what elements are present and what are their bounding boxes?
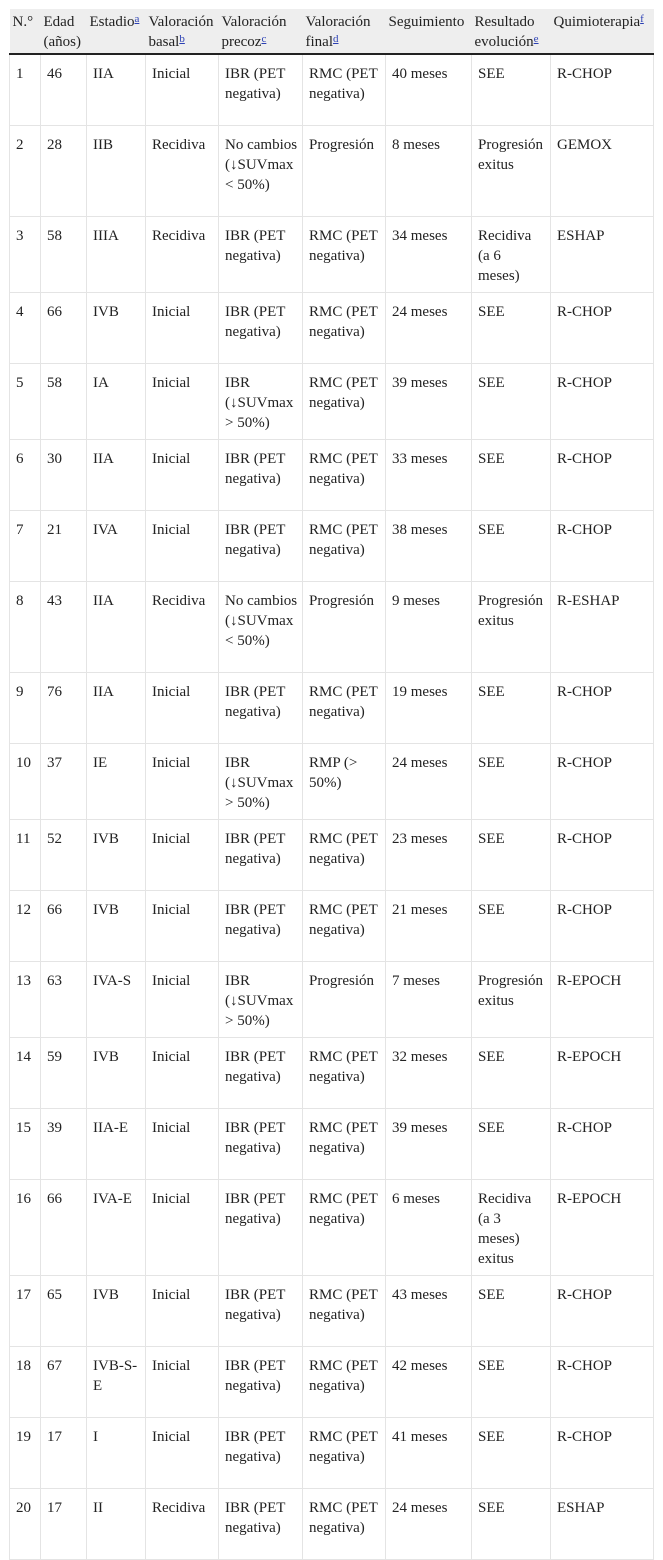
table-row	[10, 581, 654, 672]
table-cell: 24 meses	[386, 1488, 472, 1559]
table-cell: 76	[41, 672, 87, 743]
footnote-link[interactable]: e	[533, 33, 539, 45]
header-cell: Valoración precoz$^c$	[219, 9, 303, 54]
table-cell: 8	[10, 581, 41, 672]
table-row	[10, 292, 654, 363]
table-cell: 1	[10, 54, 41, 125]
table-cell: 66	[41, 1179, 87, 1275]
table-cell: IBR (PET negativa)	[219, 819, 303, 890]
table-cell: Inicial	[146, 54, 219, 125]
table-cell: Inicial	[146, 961, 219, 1037]
table-cell: R-EPOCH	[551, 1179, 654, 1275]
table-cell: No cambios (↓SUVmax < 50%)	[219, 125, 303, 216]
table-cell: Inicial	[146, 1346, 219, 1417]
table-cell: 10	[10, 743, 41, 819]
table-cell: RMC (PET negativa)	[303, 1275, 386, 1346]
table-cell: 38 meses	[386, 510, 472, 581]
table-cell: RMC (PET negativa)	[303, 1179, 386, 1275]
table-cell: Inicial	[146, 1037, 219, 1108]
table-cell: 21 meses	[386, 890, 472, 961]
table-cell: RMP (> 50%)	[303, 743, 386, 819]
table-cell: IVB	[87, 890, 146, 961]
table-cell: 66	[41, 292, 87, 363]
table-cell: 11	[10, 819, 41, 890]
table-cell: IVB-S-E	[87, 1346, 146, 1417]
table-cell: 33 meses	[386, 439, 472, 510]
table-cell: SEE	[472, 510, 551, 581]
table-cell: 7 meses	[386, 961, 472, 1037]
table-cell: 39 meses	[386, 363, 472, 439]
table-cell: 21	[41, 510, 87, 581]
table-cell: IBR (PET negativa)	[219, 1108, 303, 1179]
table-cell: Inicial	[146, 672, 219, 743]
table-cell: RMC (PET negativa)	[303, 1488, 386, 1559]
header-cell: Quimioterapia$^f$	[551, 9, 654, 54]
table-cell: RMC (PET negativa)	[303, 292, 386, 363]
table-cell: 63	[41, 961, 87, 1037]
table-cell: R-EPOCH	[551, 1037, 654, 1108]
table-row	[10, 743, 654, 819]
table-row	[10, 1488, 654, 1559]
table-cell: Inicial	[146, 743, 219, 819]
table-cell: R-CHOP	[551, 54, 654, 125]
table-cell: IBR (PET negativa)	[219, 1179, 303, 1275]
table-cell: IBR (PET negativa)	[219, 54, 303, 125]
header-cell: Seguimiento	[386, 9, 472, 54]
table-cell: IIB	[87, 125, 146, 216]
table-cell: IBR (PET negativa)	[219, 439, 303, 510]
table-row	[10, 890, 654, 961]
table-row	[10, 1417, 654, 1488]
table-cell: 24 meses	[386, 743, 472, 819]
table-cell: RMC (PET negativa)	[303, 672, 386, 743]
table-cell: RMC (PET negativa)	[303, 439, 386, 510]
table-cell: R-EPOCH	[551, 961, 654, 1037]
table-cell: IBR (PET negativa)	[219, 292, 303, 363]
table-cell: R-CHOP	[551, 1417, 654, 1488]
table-cell: 6 meses	[386, 1179, 472, 1275]
table-cell: I	[87, 1417, 146, 1488]
table-cell: R-ESHAP	[551, 581, 654, 672]
table-cell: RMC (PET negativa)	[303, 54, 386, 125]
table-cell: SEE	[472, 819, 551, 890]
table-cell: 18	[10, 1346, 41, 1417]
footnote-link[interactable]: b	[179, 33, 185, 45]
results-table	[9, 9, 654, 1560]
table-cell: R-CHOP	[551, 743, 654, 819]
table-cell: Progresión exitus	[472, 581, 551, 672]
footnote-link[interactable]: c	[261, 33, 267, 45]
footnote-link[interactable]: f	[640, 13, 644, 25]
table-cell: RMC (PET negativa)	[303, 510, 386, 581]
table-cell: Recidiva	[146, 1488, 219, 1559]
table-cell: 58	[41, 363, 87, 439]
header-cell: Estadio$^a$	[87, 9, 146, 54]
table-cell: 17	[10, 1275, 41, 1346]
table-cell: 20	[10, 1488, 41, 1559]
table-cell: RMC (PET negativa)	[303, 1108, 386, 1179]
table-cell: Recidiva	[146, 581, 219, 672]
table-row	[10, 363, 654, 439]
header-cell: Valoración basal$^b$	[146, 9, 219, 54]
table-cell: 40 meses	[386, 54, 472, 125]
table-cell: 67	[41, 1346, 87, 1417]
table-cell: 58	[41, 216, 87, 292]
table-cell: Progresión exitus	[472, 961, 551, 1037]
table-cell: R-CHOP	[551, 672, 654, 743]
table-cell: IIA	[87, 439, 146, 510]
table-cell: 42 meses	[386, 1346, 472, 1417]
table-cell: IIA	[87, 672, 146, 743]
table-cell: SEE	[472, 54, 551, 125]
table-cell: 17	[41, 1488, 87, 1559]
table-cell: SEE	[472, 439, 551, 510]
table-cell: Inicial	[146, 1179, 219, 1275]
table-cell: IIA-E	[87, 1108, 146, 1179]
table-cell: 43 meses	[386, 1275, 472, 1346]
table-cell: 65	[41, 1275, 87, 1346]
footnote-link[interactable]: a	[134, 13, 140, 25]
table-cell: IBR (↓SUVmax > 50%)	[219, 363, 303, 439]
table-cell: IBR (PET negativa)	[219, 890, 303, 961]
table-cell: 28	[41, 125, 87, 216]
table-cell: IA	[87, 363, 146, 439]
table-cell: SEE	[472, 363, 551, 439]
header-cell: Resultado evolución$^e$	[472, 9, 551, 54]
table-cell: II	[87, 1488, 146, 1559]
table-cell: 37	[41, 743, 87, 819]
table-cell: IE	[87, 743, 146, 819]
table-cell: RMC (PET negativa)	[303, 363, 386, 439]
table-cell: IVA-E	[87, 1179, 146, 1275]
table-cell: 14	[10, 1037, 41, 1108]
table-cell: IVA-S	[87, 961, 146, 1037]
table-cell: 46	[41, 54, 87, 125]
table-cell: SEE	[472, 1037, 551, 1108]
table-cell: ESHAP	[551, 216, 654, 292]
table-cell: SEE	[472, 1488, 551, 1559]
table-cell: 5	[10, 363, 41, 439]
header-cell: N.°	[10, 9, 41, 54]
table-cell: 8 meses	[386, 125, 472, 216]
table-cell: 13	[10, 961, 41, 1037]
table-cell: R-CHOP	[551, 1346, 654, 1417]
table-cell: IIA	[87, 581, 146, 672]
table-row	[10, 510, 654, 581]
table-cell: R-CHOP	[551, 1275, 654, 1346]
table-cell: Inicial	[146, 292, 219, 363]
table-cell: 19 meses	[386, 672, 472, 743]
table-cell: 19	[10, 1417, 41, 1488]
table-cell: IBR (PET negativa)	[219, 1346, 303, 1417]
table-cell: IBR (↓SUVmax > 50%)	[219, 743, 303, 819]
table-cell: SEE	[472, 672, 551, 743]
table-cell: 17	[41, 1417, 87, 1488]
table-cell: SEE	[472, 743, 551, 819]
table-row	[10, 819, 654, 890]
table-cell: RMC (PET negativa)	[303, 890, 386, 961]
table-row	[10, 1108, 654, 1179]
table-cell: 7	[10, 510, 41, 581]
table-cell: Inicial	[146, 1417, 219, 1488]
table-cell: SEE	[472, 1346, 551, 1417]
table-cell: SEE	[472, 1108, 551, 1179]
table-cell: Recidiva (a 3 meses) exitus	[472, 1179, 551, 1275]
table-cell: IVA	[87, 510, 146, 581]
table-cell: IBR (PET negativa)	[219, 1488, 303, 1559]
table-cell: 24 meses	[386, 292, 472, 363]
table-cell: IBR (PET negativa)	[219, 216, 303, 292]
table-cell: Inicial	[146, 890, 219, 961]
table-row	[10, 672, 654, 743]
table-cell: Progresión	[303, 125, 386, 216]
table-cell: Progresión exitus	[472, 125, 551, 216]
table-cell: RMC (PET negativa)	[303, 1037, 386, 1108]
table-cell: RMC (PET negativa)	[303, 216, 386, 292]
table-cell: 3	[10, 216, 41, 292]
header-cell: Valoración final$^d$	[303, 9, 386, 54]
table-cell: 23 meses	[386, 819, 472, 890]
table-cell: Inicial	[146, 1108, 219, 1179]
table-cell: R-CHOP	[551, 510, 654, 581]
table-cell: IVB	[87, 292, 146, 363]
header-cell: Edad (años)	[41, 9, 87, 54]
table-cell: 30	[41, 439, 87, 510]
footnote-link[interactable]: d	[333, 33, 339, 45]
table-cell: Progresión	[303, 581, 386, 672]
table-cell: 15	[10, 1108, 41, 1179]
table-cell: Inicial	[146, 1275, 219, 1346]
table-cell: Recidiva	[146, 216, 219, 292]
table-cell: Inicial	[146, 819, 219, 890]
table-cell: Inicial	[146, 439, 219, 510]
header-row	[10, 9, 654, 54]
table-row	[10, 1346, 654, 1417]
table-cell: 32 meses	[386, 1037, 472, 1108]
table-cell: RMC (PET negativa)	[303, 1346, 386, 1417]
table-cell: IVB	[87, 1037, 146, 1108]
table-cell: Inicial	[146, 363, 219, 439]
table-cell: RMC (PET negativa)	[303, 1417, 386, 1488]
table-cell: IVB	[87, 1275, 146, 1346]
table-cell: SEE	[472, 292, 551, 363]
table-cell: 2	[10, 125, 41, 216]
table-row	[10, 1179, 654, 1275]
table-cell: GEMOX	[551, 125, 654, 216]
table-cell: 6	[10, 439, 41, 510]
table-cell: 9 meses	[386, 581, 472, 672]
table-cell: 16	[10, 1179, 41, 1275]
table-row	[10, 439, 654, 510]
table-cell: R-CHOP	[551, 363, 654, 439]
table-cell: 66	[41, 890, 87, 961]
table-cell: R-CHOP	[551, 1108, 654, 1179]
table-cell: RMC (PET negativa)	[303, 819, 386, 890]
table-row	[10, 54, 654, 125]
table-cell: IVB	[87, 819, 146, 890]
table-cell: R-CHOP	[551, 890, 654, 961]
table-cell: SEE	[472, 890, 551, 961]
table-cell: Recidiva (a 6 meses)	[472, 216, 551, 292]
table-row	[10, 125, 654, 216]
table-cell: 41 meses	[386, 1417, 472, 1488]
table-cell: SEE	[472, 1417, 551, 1488]
table-cell: 52	[41, 819, 87, 890]
table-cell: IBR (PET negativa)	[219, 672, 303, 743]
table-cell: R-CHOP	[551, 292, 654, 363]
table-cell: IBR (PET negativa)	[219, 1275, 303, 1346]
table-cell: No cambios (↓SUVmax < 50%)	[219, 581, 303, 672]
table-cell: 34 meses	[386, 216, 472, 292]
table-cell: ESHAP	[551, 1488, 654, 1559]
table-cell: 39	[41, 1108, 87, 1179]
table-cell: 12	[10, 890, 41, 961]
table-cell: 59	[41, 1037, 87, 1108]
table-cell: 4	[10, 292, 41, 363]
table-row	[10, 216, 654, 292]
table-row	[10, 961, 654, 1037]
table-cell: SEE	[472, 1275, 551, 1346]
table-cell: IBR (PET negativa)	[219, 510, 303, 581]
table-cell: 9	[10, 672, 41, 743]
table-cell: IBR (PET negativa)	[219, 1417, 303, 1488]
table-cell: IBR (PET negativa)	[219, 1037, 303, 1108]
table-cell: 39 meses	[386, 1108, 472, 1179]
table-cell: Recidiva	[146, 125, 219, 216]
table-row	[10, 1037, 654, 1108]
table-cell: IIIA	[87, 216, 146, 292]
table-cell: Inicial	[146, 510, 219, 581]
table-cell: R-CHOP	[551, 439, 654, 510]
table-cell: R-CHOP	[551, 819, 654, 890]
table-cell: IBR (↓SUVmax > 50%)	[219, 961, 303, 1037]
table-cell: Progresión	[303, 961, 386, 1037]
table-cell: 43	[41, 581, 87, 672]
table-cell: IIA	[87, 54, 146, 125]
table-row	[10, 1275, 654, 1346]
